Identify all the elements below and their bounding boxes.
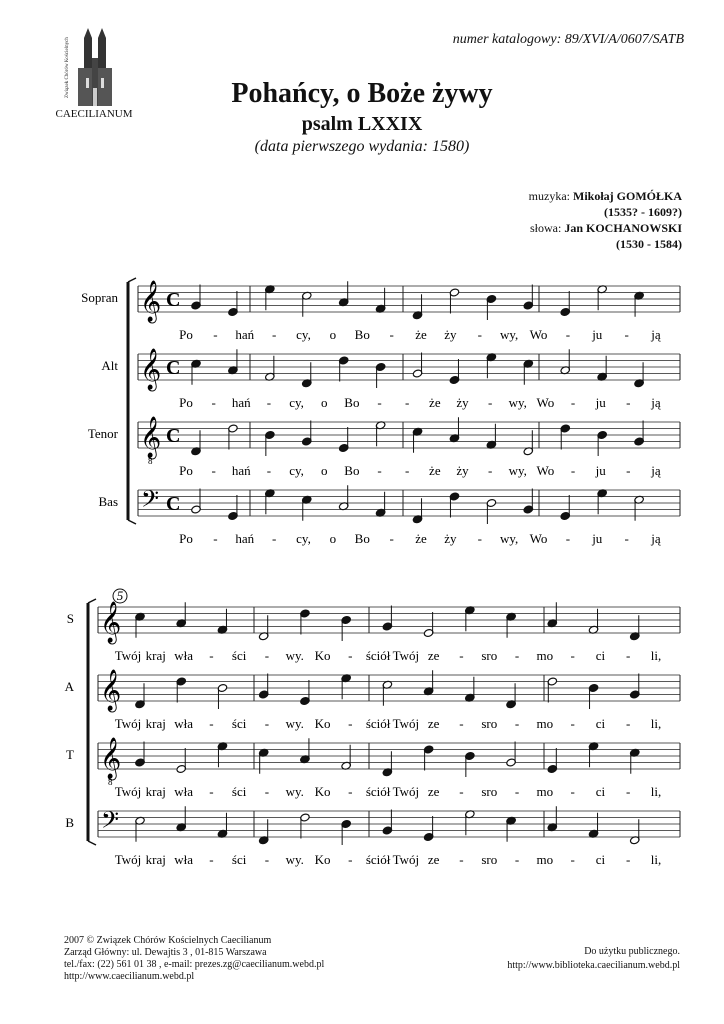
lyric-syllable: Twój	[392, 716, 420, 731]
music-prefix: muzyka:	[528, 189, 570, 203]
lyric-syllable: Po	[179, 531, 193, 546]
lyric-syllable: wła	[174, 852, 193, 867]
lyric-syllable: cy,	[296, 531, 311, 546]
lyric-syllable: ze	[427, 716, 440, 731]
bass-clef-icon: 𝄢	[141, 485, 160, 518]
lyric-syllable: Ko	[314, 784, 331, 799]
footer-copyright: 2007 © Związek Chórów Kościelnych Caecilianum	[64, 935, 272, 946]
lyric-syllable: Twój	[114, 716, 142, 731]
lyric-syllable: cy,	[296, 327, 311, 342]
lyric-syllable: -	[264, 852, 270, 867]
lyric-syllable: -	[459, 716, 464, 731]
lyric-syllable: -	[624, 327, 629, 342]
common-time-icon: C	[166, 289, 181, 311]
catalog-number: numer katalogowy: 89/XVI/A/0607/SATB	[452, 32, 684, 47]
lyric-syllable: Ko	[314, 648, 331, 663]
lyric-syllable: -	[348, 852, 353, 867]
lyric-syllable: wła	[174, 648, 193, 663]
lyric-syllable: kraj	[145, 852, 166, 867]
lyric-syllable: cy,	[289, 463, 304, 478]
lyric-syllable: Twój	[392, 648, 420, 663]
lyric-syllable: ściół	[365, 852, 391, 867]
lyric-syllable: -	[570, 648, 575, 663]
lyric-syllable: -	[459, 852, 464, 867]
lyric-syllable: -	[389, 327, 394, 342]
lyric-syllable: -	[209, 852, 214, 867]
footer-left	[64, 935, 324, 983]
page-title: Pohańcy, o Boże żywy	[231, 78, 493, 109]
lyric-syllable: ży	[444, 327, 457, 342]
page-subtitle: psalm LXXIX	[301, 113, 423, 135]
lyric-syllable: li,	[650, 852, 662, 867]
lyric-syllable: wy,	[508, 395, 527, 410]
bracket-hook	[88, 599, 96, 603]
composer: Mikołaj GOMÓŁKA	[573, 189, 682, 203]
lyric-syllable: -	[626, 852, 631, 867]
lyric-syllable: Ko	[314, 716, 331, 731]
voice-label: Sopran	[81, 290, 118, 305]
lyric-syllable: Bo	[354, 531, 370, 546]
lyric-syllable: Wo	[536, 463, 555, 478]
lyric-syllable: -	[514, 648, 520, 663]
lyric-syllable: ści	[231, 648, 247, 663]
lyric-syllable: -	[626, 784, 631, 799]
lyric-syllable: Po	[179, 463, 193, 478]
treble-clef-icon: 𝄞	[140, 417, 162, 458]
lyric-syllable: -	[348, 784, 353, 799]
lyric-syllable: ze	[427, 852, 440, 867]
lyric-syllable: kraj	[145, 648, 166, 663]
lyric-syllable: że	[415, 327, 427, 342]
lyric-syllable: -	[264, 648, 270, 663]
bass-clef-icon: 𝄢	[101, 806, 120, 839]
bracket-hook	[88, 841, 96, 845]
lyric-syllable: li,	[650, 784, 662, 799]
lyric-syllable: ją	[651, 463, 661, 478]
lyric-syllable: -	[477, 531, 482, 546]
lyric-syllable: -	[487, 395, 493, 410]
lyric-syllable: ju	[595, 395, 606, 410]
lyric-syllable: Wo	[536, 395, 555, 410]
lyric-syllable: wy,	[508, 463, 527, 478]
lyric-syllable: mo	[536, 784, 554, 799]
voice-label: Alt	[101, 358, 118, 373]
lyric-syllable: wy,	[499, 327, 519, 342]
lyric-syllable: cy,	[289, 395, 304, 410]
lyric-syllable: li,	[650, 648, 662, 663]
lyric-syllable: -	[514, 784, 520, 799]
lyric-syllable: Wo	[529, 327, 548, 342]
lyric-syllable: -	[389, 531, 394, 546]
lyric-syllable: że	[429, 395, 441, 410]
lyric-syllable: -	[377, 463, 382, 478]
lyric-syllable: ściół	[365, 784, 391, 799]
lyric-syllable: -	[348, 648, 353, 663]
lyric-syllable: ze	[427, 648, 440, 663]
lyric-syllable: -	[570, 395, 576, 410]
logo-label: CAECILIANUM	[55, 108, 133, 120]
lyric-syllable: mo	[536, 716, 554, 731]
lyric-syllable: hań	[235, 327, 255, 342]
lyric-syllable: -	[209, 716, 214, 731]
bracket-hook	[128, 278, 136, 282]
poet-dates: (1530 - 1584)	[616, 237, 682, 251]
lyric-syllable: -	[209, 784, 214, 799]
lyric-syllable: -	[626, 716, 631, 731]
lyric-syllable: sro	[481, 784, 498, 799]
lyric-syllable: -	[459, 648, 464, 663]
lyric-syllable: sro	[481, 852, 498, 867]
treble-clef-icon: 𝄞	[140, 349, 162, 390]
common-time-icon: C	[166, 357, 181, 379]
voice-label: Tenor	[87, 426, 118, 441]
lyric-syllable: ści	[231, 784, 247, 799]
lyric-syllable: hań	[231, 463, 251, 478]
lyric-syllable: -	[514, 852, 520, 867]
lyric-syllable: kraj	[145, 716, 166, 731]
lyric-syllable: Twój	[392, 784, 420, 799]
lyric-syllable: wła	[174, 716, 193, 731]
lyric-syllable: wy.	[285, 716, 304, 731]
lyric-syllable: -	[264, 716, 270, 731]
lyric-syllable: wła	[174, 784, 193, 799]
footer-library-link[interactable]: http://www.biblioteka.caecilianum.webd.pl	[507, 960, 680, 971]
lyric-syllable: -	[405, 395, 410, 410]
lyric-syllable: Po	[179, 395, 193, 410]
lyric-syllable: wy,	[499, 531, 519, 546]
lyric-syllable: ściół	[365, 648, 391, 663]
lyric-syllable: ści	[231, 852, 247, 867]
lyric-syllable: hań	[231, 395, 251, 410]
measure-number: 5	[116, 588, 124, 603]
lyric-syllable: wy.	[285, 852, 304, 867]
lyric-syllable: ściół	[365, 716, 391, 731]
lyric-syllable: ży	[444, 531, 457, 546]
lyric-syllable: -	[487, 463, 493, 478]
lyric-syllable: -	[626, 463, 631, 478]
lyric-syllable: o	[320, 463, 328, 478]
lyric-syllable: -	[264, 784, 270, 799]
octave-mark-icon: 8	[148, 456, 153, 466]
voice-label: B	[65, 815, 74, 830]
lyric-syllable: -	[570, 716, 575, 731]
lyric-syllable: -	[377, 395, 382, 410]
logo-vertical-text: Związek Chórów Kościelnych	[65, 37, 70, 98]
lyric-syllable: -	[565, 327, 571, 342]
lyric-syllable: -	[213, 327, 218, 342]
treble-clef-icon: 𝄞	[140, 281, 162, 322]
lyric-syllable: ci	[595, 716, 606, 731]
footer-address: Zarząd Główny: ul. Dewajtis 3 , 01-815 Warszawa	[64, 947, 267, 958]
octave-mark-icon: 8	[108, 777, 113, 787]
lyric-syllable: hań	[235, 531, 255, 546]
lyric-syllable: -	[626, 395, 631, 410]
lyric-syllable: -	[211, 463, 216, 478]
lyric-syllable: -	[624, 531, 629, 546]
lyric-syllable: sro	[481, 716, 498, 731]
lyric-syllable: Ko	[314, 852, 331, 867]
lyric-syllable: o	[320, 395, 328, 410]
lyric-syllable: ju	[592, 327, 603, 342]
lyric-syllable: ją	[651, 327, 661, 342]
lyric-syllable: Twój	[114, 852, 142, 867]
lyric-syllable: -	[348, 716, 353, 731]
lyric-syllable: ci	[595, 648, 606, 663]
common-time-icon: C	[166, 425, 181, 447]
lyric-syllable: mo	[536, 852, 554, 867]
lyric-syllable: mo	[536, 648, 554, 663]
lyric-syllable: Twój	[114, 648, 142, 663]
lyric-syllable: ci	[595, 784, 606, 799]
lyric-syllable: o	[329, 327, 337, 342]
lyric-syllable: ju	[592, 531, 603, 546]
bracket-hook	[128, 520, 136, 524]
edition-note: (data pierwszego wydania: 1580)	[254, 138, 470, 155]
lyric-syllable: -	[209, 648, 214, 663]
voice-label: Bas	[98, 494, 118, 509]
lyric-syllable: -	[459, 784, 464, 799]
composer-dates: (1535? - 1609?)	[604, 205, 682, 219]
lyric-syllable: ze	[427, 784, 440, 799]
lyric-syllable: -	[271, 327, 277, 342]
words-prefix: słowa:	[529, 221, 562, 235]
lyric-syllable: -	[213, 531, 218, 546]
lyric-syllable: Twój	[114, 784, 142, 799]
lyric-syllable: że	[429, 463, 441, 478]
lyric-syllable: sro	[481, 648, 498, 663]
lyric-syllable: li,	[650, 716, 662, 731]
lyric-syllable: ją	[651, 531, 661, 546]
treble-clef-icon: 𝄞	[100, 738, 122, 779]
lyric-syllable: wy.	[285, 784, 304, 799]
lyric-syllable: Po	[179, 327, 193, 342]
lyric-syllable: -	[570, 784, 575, 799]
lyric-syllable: -	[565, 531, 571, 546]
treble-clef-icon: 𝄞	[100, 602, 122, 643]
lyric-syllable: -	[405, 463, 410, 478]
lyric-syllable: kraj	[145, 784, 166, 799]
lyric-syllable: -	[266, 463, 272, 478]
lyric-syllable: -	[211, 395, 216, 410]
lyric-syllable: ży	[456, 395, 469, 410]
common-time-icon: C	[166, 493, 181, 515]
lyric-syllable: wy.	[285, 648, 304, 663]
footer-public-use: Do użytku publicznego.	[584, 946, 680, 957]
lyric-syllable: Twój	[392, 852, 420, 867]
lyric-syllable: ści	[231, 716, 247, 731]
lyric-syllable: -	[570, 852, 575, 867]
footer-right	[507, 945, 680, 973]
lyric-syllable: -	[514, 716, 520, 731]
lyric-syllable: Bo	[344, 395, 360, 410]
voice-label: A	[64, 679, 74, 694]
poet: Jan KOCHANOWSKI	[564, 221, 682, 235]
footer-contact: tel./fax: (22) 561 01 38 , e-mail: prezes.zg@caecilianum.webd.pl	[64, 959, 325, 970]
lyric-syllable: -	[271, 531, 277, 546]
lyric-syllable: -	[570, 463, 576, 478]
lyric-syllable: że	[415, 531, 427, 546]
lyric-syllable: ci	[595, 852, 606, 867]
footer-website[interactable]: http://www.caecilianum.webd.pl	[64, 971, 195, 982]
lyric-syllable: -	[477, 327, 482, 342]
lyric-syllable: o	[329, 531, 337, 546]
voice-label: T	[66, 747, 74, 762]
treble-clef-icon: 𝄞	[100, 670, 122, 711]
lyric-syllable: ju	[595, 463, 606, 478]
lyric-syllable: Wo	[529, 531, 548, 546]
voice-label: S	[66, 611, 74, 626]
lyric-syllable: ży	[456, 463, 469, 478]
lyric-syllable: Bo	[344, 463, 360, 478]
lyric-syllable: -	[266, 395, 272, 410]
lyric-syllable: -	[626, 648, 631, 663]
lyric-syllable: Bo	[354, 327, 370, 342]
lyric-syllable: ją	[651, 395, 661, 410]
